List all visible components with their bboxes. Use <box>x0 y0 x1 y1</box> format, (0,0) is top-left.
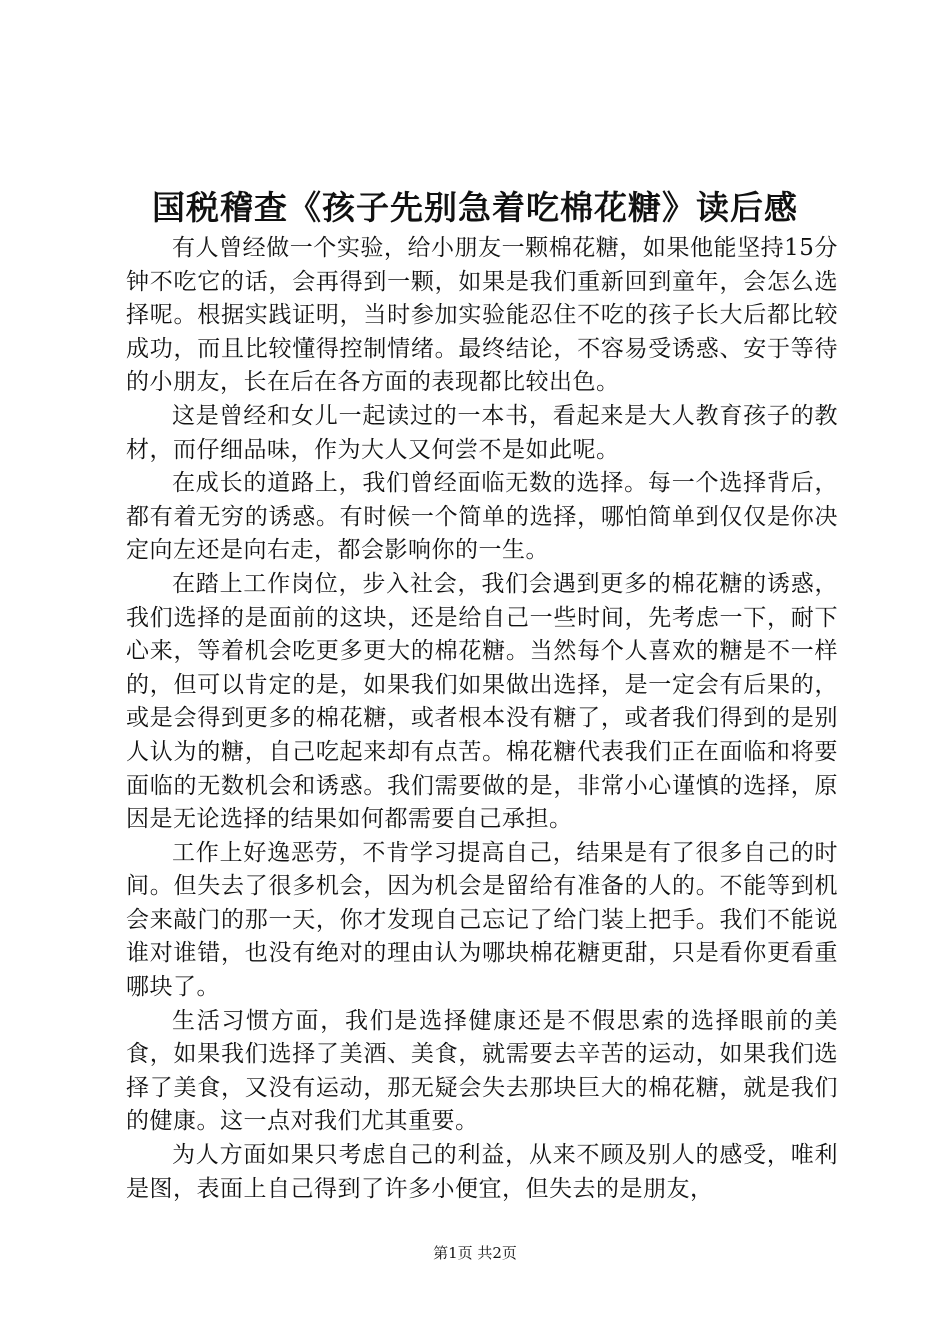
document-title: 国税稽查《孩子先别急着吃棉花糖》读后感 <box>152 188 798 227</box>
paragraph-6: 生活习惯方面，我们是选择健康还是不假思索的选择眼前的美食，如果我们选择了美酒、美食，就需要去辛苦的运动，如果我们选择了美食，又没有运动，那无疑会失去那块巨大的棉花糖，就是我们的健康。这一点对我们尤其重要。 <box>126 1007 838 1135</box>
paragraph-1: 有人曾经做一个实验，给小朋友一颗棉花糖，如果他能坚持15分钟不吃它的话，会再得到一颗，如果是我们重新回到童年，会怎么选择呢。根据实践证明，当时参加实验能忍住不吃的孩子长大后都比较成功，而且比较懂得控制情绪。最终结论，不容易受诱惑、安于等待的小朋友，长在后在各方面的表现都比较出色。 <box>126 235 838 396</box>
paragraph-4: 在踏上工作岗位，步入社会，我们会遇到更多的棉花糖的诱惑，我们选择的是面前的这块，还是给自己一些时间，先考虑一下，耐下心来，等着机会吃更多更大的棉花糖。当然每个人喜欢的糖是不一样的，但可以肯定的是，如果我们如果做出选择，是一定会有后果的，或是会得到更多的棉花糖，或者根本没有糖了，或者我们得到的是别人认为的糖，自己吃起来却有点苦。棉花糖代表我们正在面临和将要面临的无数机会和诱惑。我们需要做的是，非常小心谨慎的选择，原因是无论选择的结果如何都需要自己承担。 <box>126 570 838 833</box>
paragraph-5: 工作上好逸恶劳，不肯学习提高自己，结果是有了很多自己的时间。但失去了很多机会，因为机会是留给有准备的人的。不能等到机会来敲门的那一天，你才发现自己忘记了给门装上把手。我们不能说谁对谁错，也没有绝对的理由认为哪块棉花糖更甜，只是看你更看重哪块了。 <box>126 839 838 1001</box>
document-body <box>126 232 838 1206</box>
paragraph-7: 为人方面如果只考虑自己的利益，从来不顾及别人的感受，唯利是图，表面上自己得到了许多小便宜，但失去的是朋友， <box>126 1142 838 1202</box>
paragraph-3: 在成长的道路上，我们曾经面临无数的选择。每一个选择背后，都有着无穷的诱惑。有时候一个简单的选择，哪怕简单到仅仅是你决定向左还是向右走，都会影响你的一生。 <box>126 470 838 564</box>
page-number-footer: 第1页 共2页 <box>433 1244 517 1262</box>
paragraph-2: 这是曾经和女儿一起读过的一本书，看起来是大人教育孩子的教材，而仔细品味，作为大人又何尝不是如此呢。 <box>126 402 838 463</box>
